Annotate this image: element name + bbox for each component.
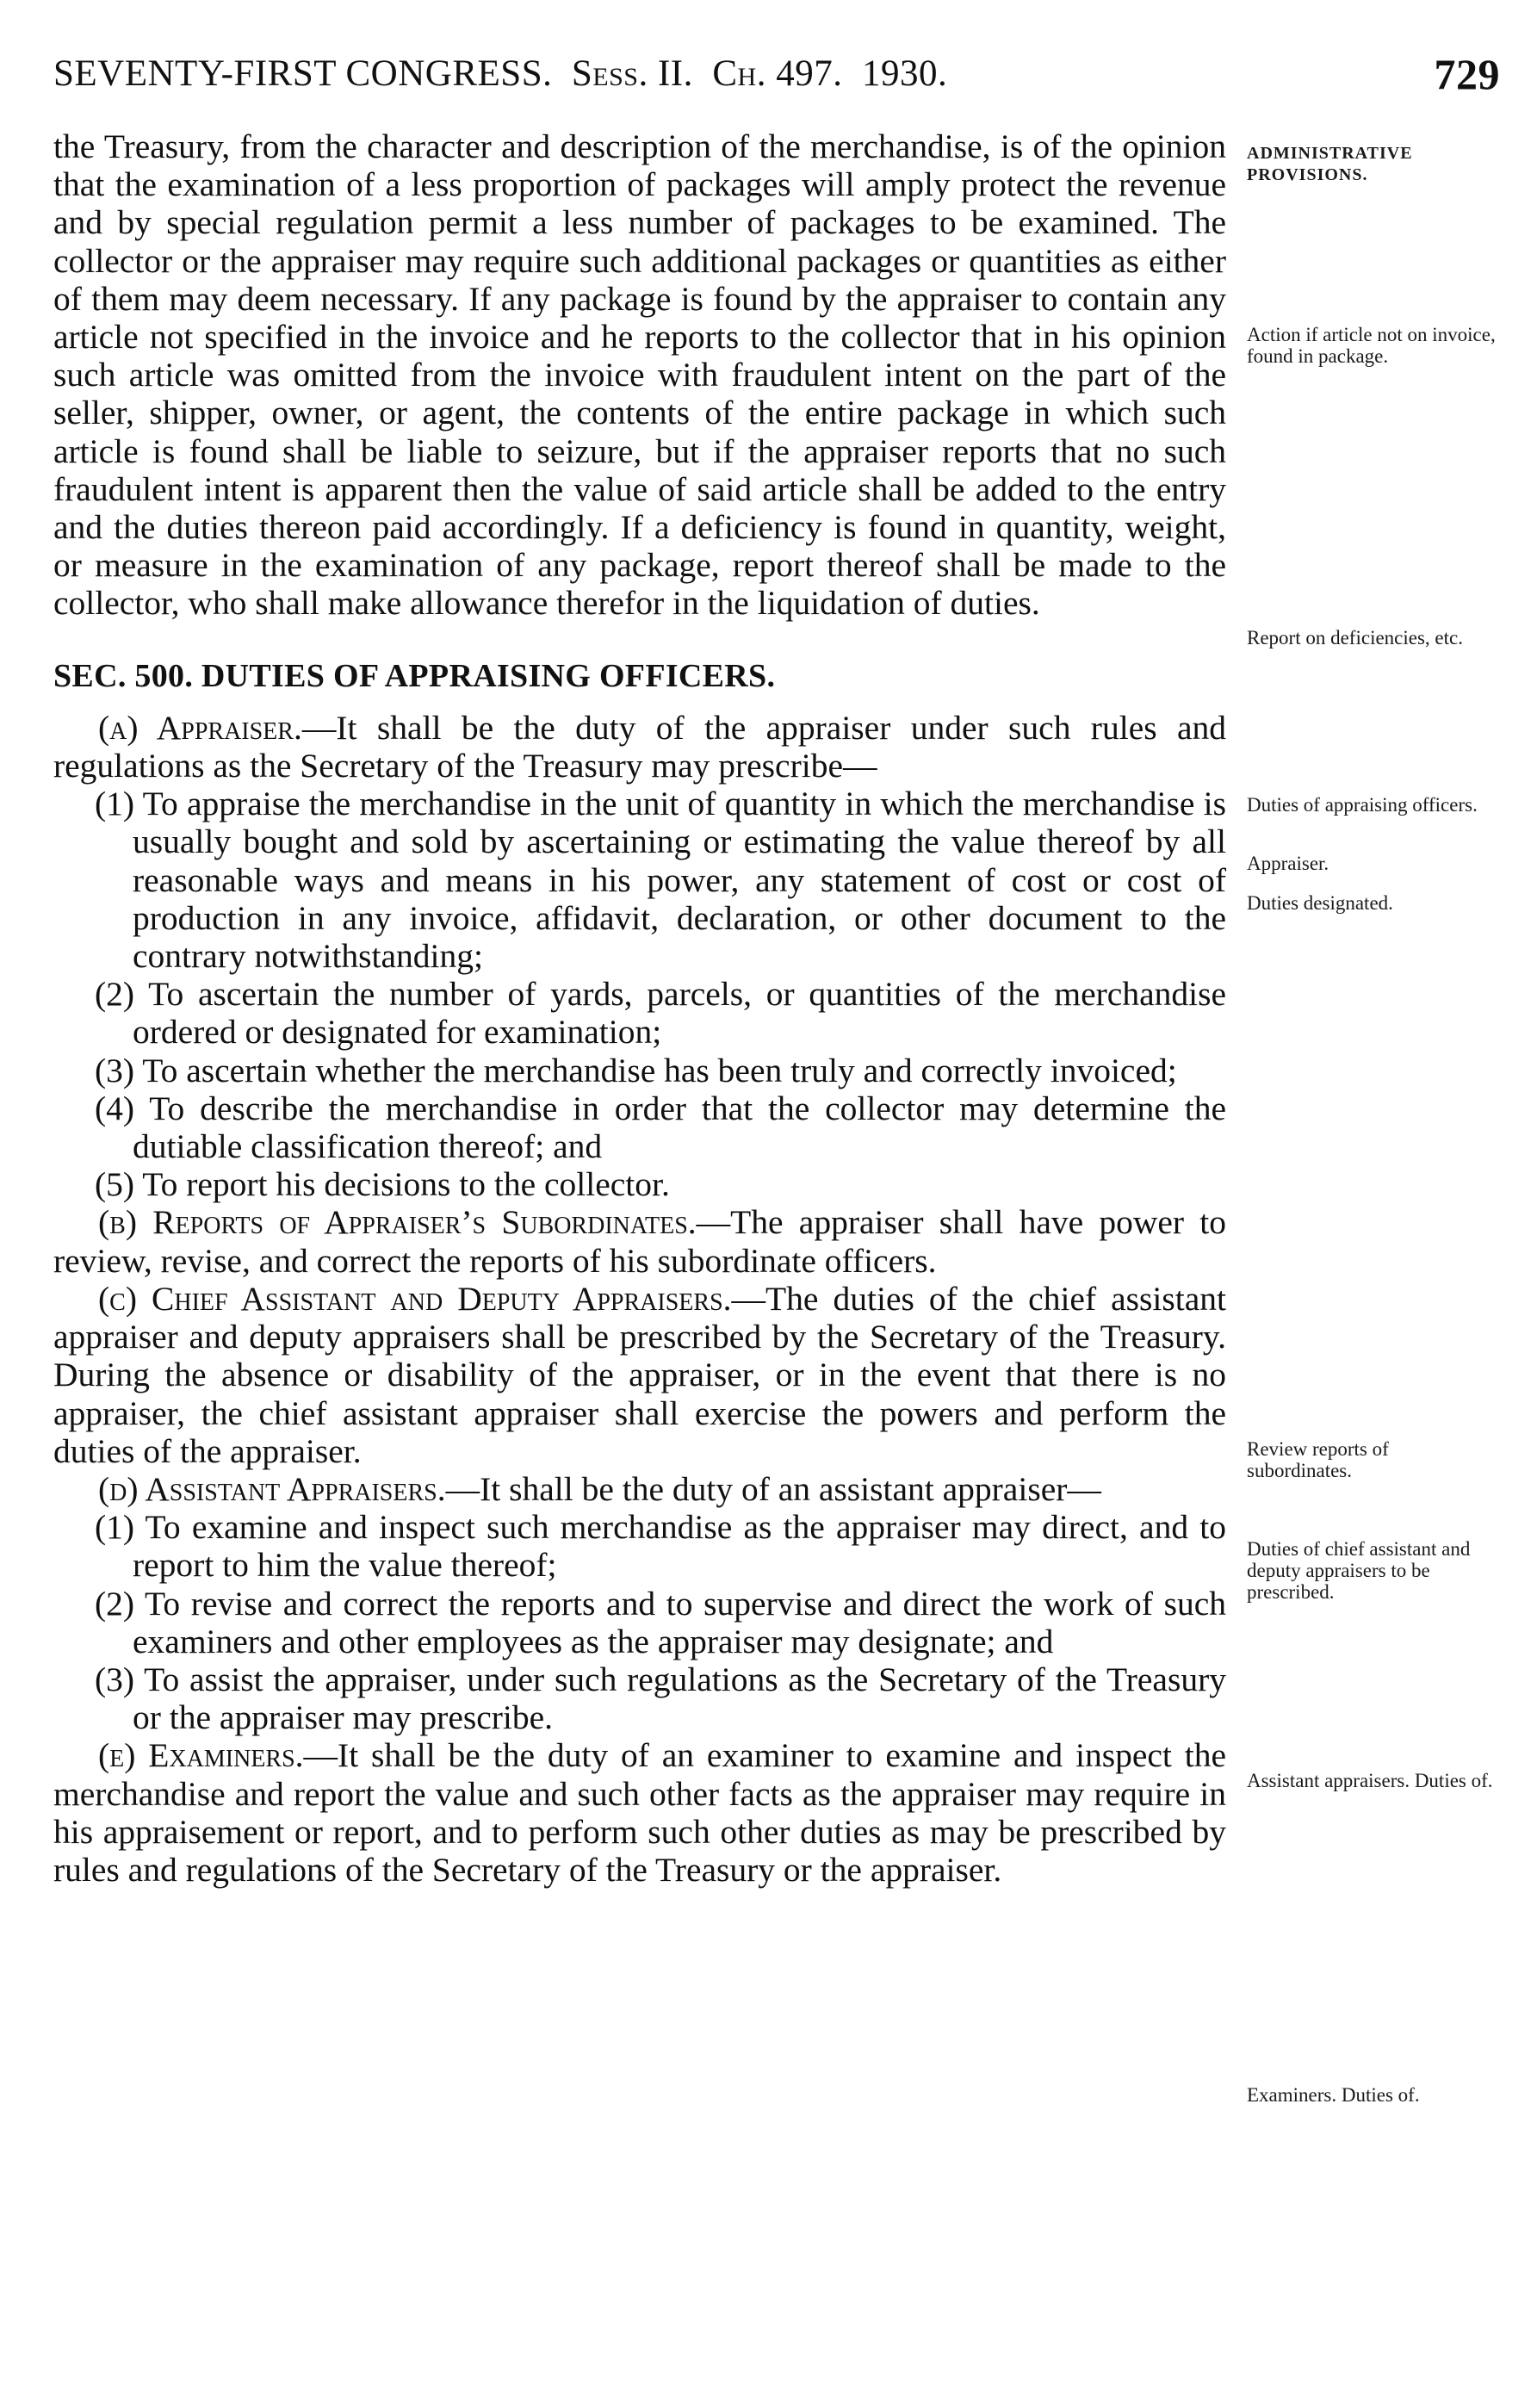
- year-label: 1930.: [861, 53, 948, 94]
- subsection-c-label: (c) Chief Assistant and Deputy Appraisers.: [98, 1279, 732, 1318]
- page-number: 729: [1434, 50, 1500, 98]
- clause-a3: (3) To ascertain whether the merchandise has been truly and correctly invoiced;: [95, 1051, 1177, 1089]
- session-label: Sess. II.: [571, 53, 693, 94]
- clause-d2: (2) To revise and correct the reports and to supervise and direct the work of such examiners and other employees as the appraiser may designate; and: [95, 1584, 1226, 1660]
- margin-note-examiners: Examiners. Duties of.: [1247, 2084, 1420, 2106]
- subsection-a-label: (a) Appraiser.: [98, 708, 302, 747]
- clause-d3: (3) To assist the appraiser, under such regulations as the Secretary of the Treasury or the appraiser may prescribe.: [95, 1660, 1226, 1737]
- margin-note-review: Review reports of subordinates.: [1247, 1438, 1389, 1481]
- clause-d1: (1) To examine and inspect such merchandise as the appraiser may direct, and to report to him the value thereof;: [95, 1508, 1226, 1585]
- margin-note-appraiser: Appraiser.: [1247, 853, 1329, 874]
- subsection-d-text: —It shall be the duty of an assistant appraiser—: [445, 1469, 1101, 1508]
- subsection-e: [53, 1736, 1226, 1889]
- clause-a5: (5) To report his decisions to the collector.: [95, 1165, 670, 1204]
- subsection-d: [53, 1470, 1226, 1508]
- margin-note-admin: ADMINISTRATIVE PROVISIONS.: [1247, 144, 1413, 184]
- subsection-c: [53, 1280, 1226, 1470]
- clause-a2: (2) To ascertain the number of yards, parcels, or quantities of the merchandise ordered or designated for examination;: [95, 975, 1226, 1052]
- subsection-e-text: —It shall be the duty of an examiner to examine and inspect the merchandise and report the value and such other facts as the appraiser may require in his appraisement or report, and to perform such other duties as may be prescribed by rules and regulations of the Secretary of the Treasury or the appraiser.: [53, 1736, 1226, 1889]
- subsection-c-text: —The duties of the chief assistant appraiser and deputy appraisers shall be prescribed by the Secretary of the Treasury. During the absence or disability of the appraiser, or in the event that there is no appraiser, the chief assistant appraiser shall exercise the powers and perform the duties of the appraiser.: [53, 1279, 1227, 1470]
- running-header: [53, 40, 1500, 109]
- margin-note-duties-officers: Duties of appraising officers.: [1247, 794, 1478, 816]
- margin-note-deficiency: Report on deficiencies, etc.: [1247, 627, 1463, 649]
- subsection-b: [53, 1203, 1226, 1279]
- margin-note-designated: Duties designated.: [1247, 892, 1393, 914]
- margin-note-chief: Duties of chief assistant and deputy appraisers to be prescribed.: [1247, 1538, 1471, 1603]
- margin-note-assistant: Assistant appraisers. Duties of.: [1247, 1770, 1493, 1791]
- clause-a4: (4) To describe the merchandise in order that the collector may determine the dutiable classification thereof; and: [95, 1089, 1226, 1166]
- subsection-d-label: (d) Assistant Appraisers.: [98, 1469, 446, 1508]
- continued-paragraph: the Treasury, from the character and description of the merchandise, is of the opinion that the examination of a less proportion of packages will amply protect the revenue and by special regulation permit a less number of packages to be examined. The collector or the appraiser may require such additional packages or quantities as either of them may deem necessary. If any package is found by the appraiser to contain any article not specified in the invoice and he reports to the collector that in his opinion such article was omitted from the invoice with fraudulent intent on the part of the seller, shipper, owner, or agent, the contents of the entire package in which such article is found shall be liable to seizure, but if the appraiser reports that no such fraudulent intent is apparent then the value of said article shall be added to the entry and the duties thereon paid accordingly. If a deficiency is found in quantity, weight, or measure in the examination of any package, report thereof shall be made to the collector, who shall make allowance therefor in the liquidation of duties.: [53, 127, 1226, 623]
- congress-title: SEVENTY-FIRST CONGRESS.: [53, 53, 553, 94]
- chapter-label: Ch. 497.: [712, 53, 843, 94]
- subsection-a-text: —It shall be the duty of the appraiser under such rules and regulations as the Secretary of the Treasury may prescribe—: [53, 708, 1226, 785]
- clause-a1: (1) To appraise the merchandise in the unit of quantity in which the merchandise is usually bought and sold by ascertaining or estimating the value thereof by all reasonable ways and means in his power, any statement of cost or cost of production in any invoice, affidavit, declaration, or other document to the contrary notwithstanding;: [95, 785, 1226, 976]
- main-text-column: [53, 127, 1226, 1889]
- margin-note-action: Action if article not on invoice, found in package.: [1247, 324, 1496, 367]
- subsection-b-label: (b) Reports of Appraiser’s Subordinates.: [98, 1203, 697, 1242]
- subsection-b-text: —The appraiser shall have power to review, revise, and correct the reports of his subordinate officers.: [53, 1203, 1227, 1280]
- subsection-a: [53, 709, 1226, 785]
- subsection-e-label: (e) Examiners.: [98, 1736, 304, 1775]
- section-title: SEC. 500. DUTIES OF APPRAISING OFFICERS.: [53, 657, 776, 694]
